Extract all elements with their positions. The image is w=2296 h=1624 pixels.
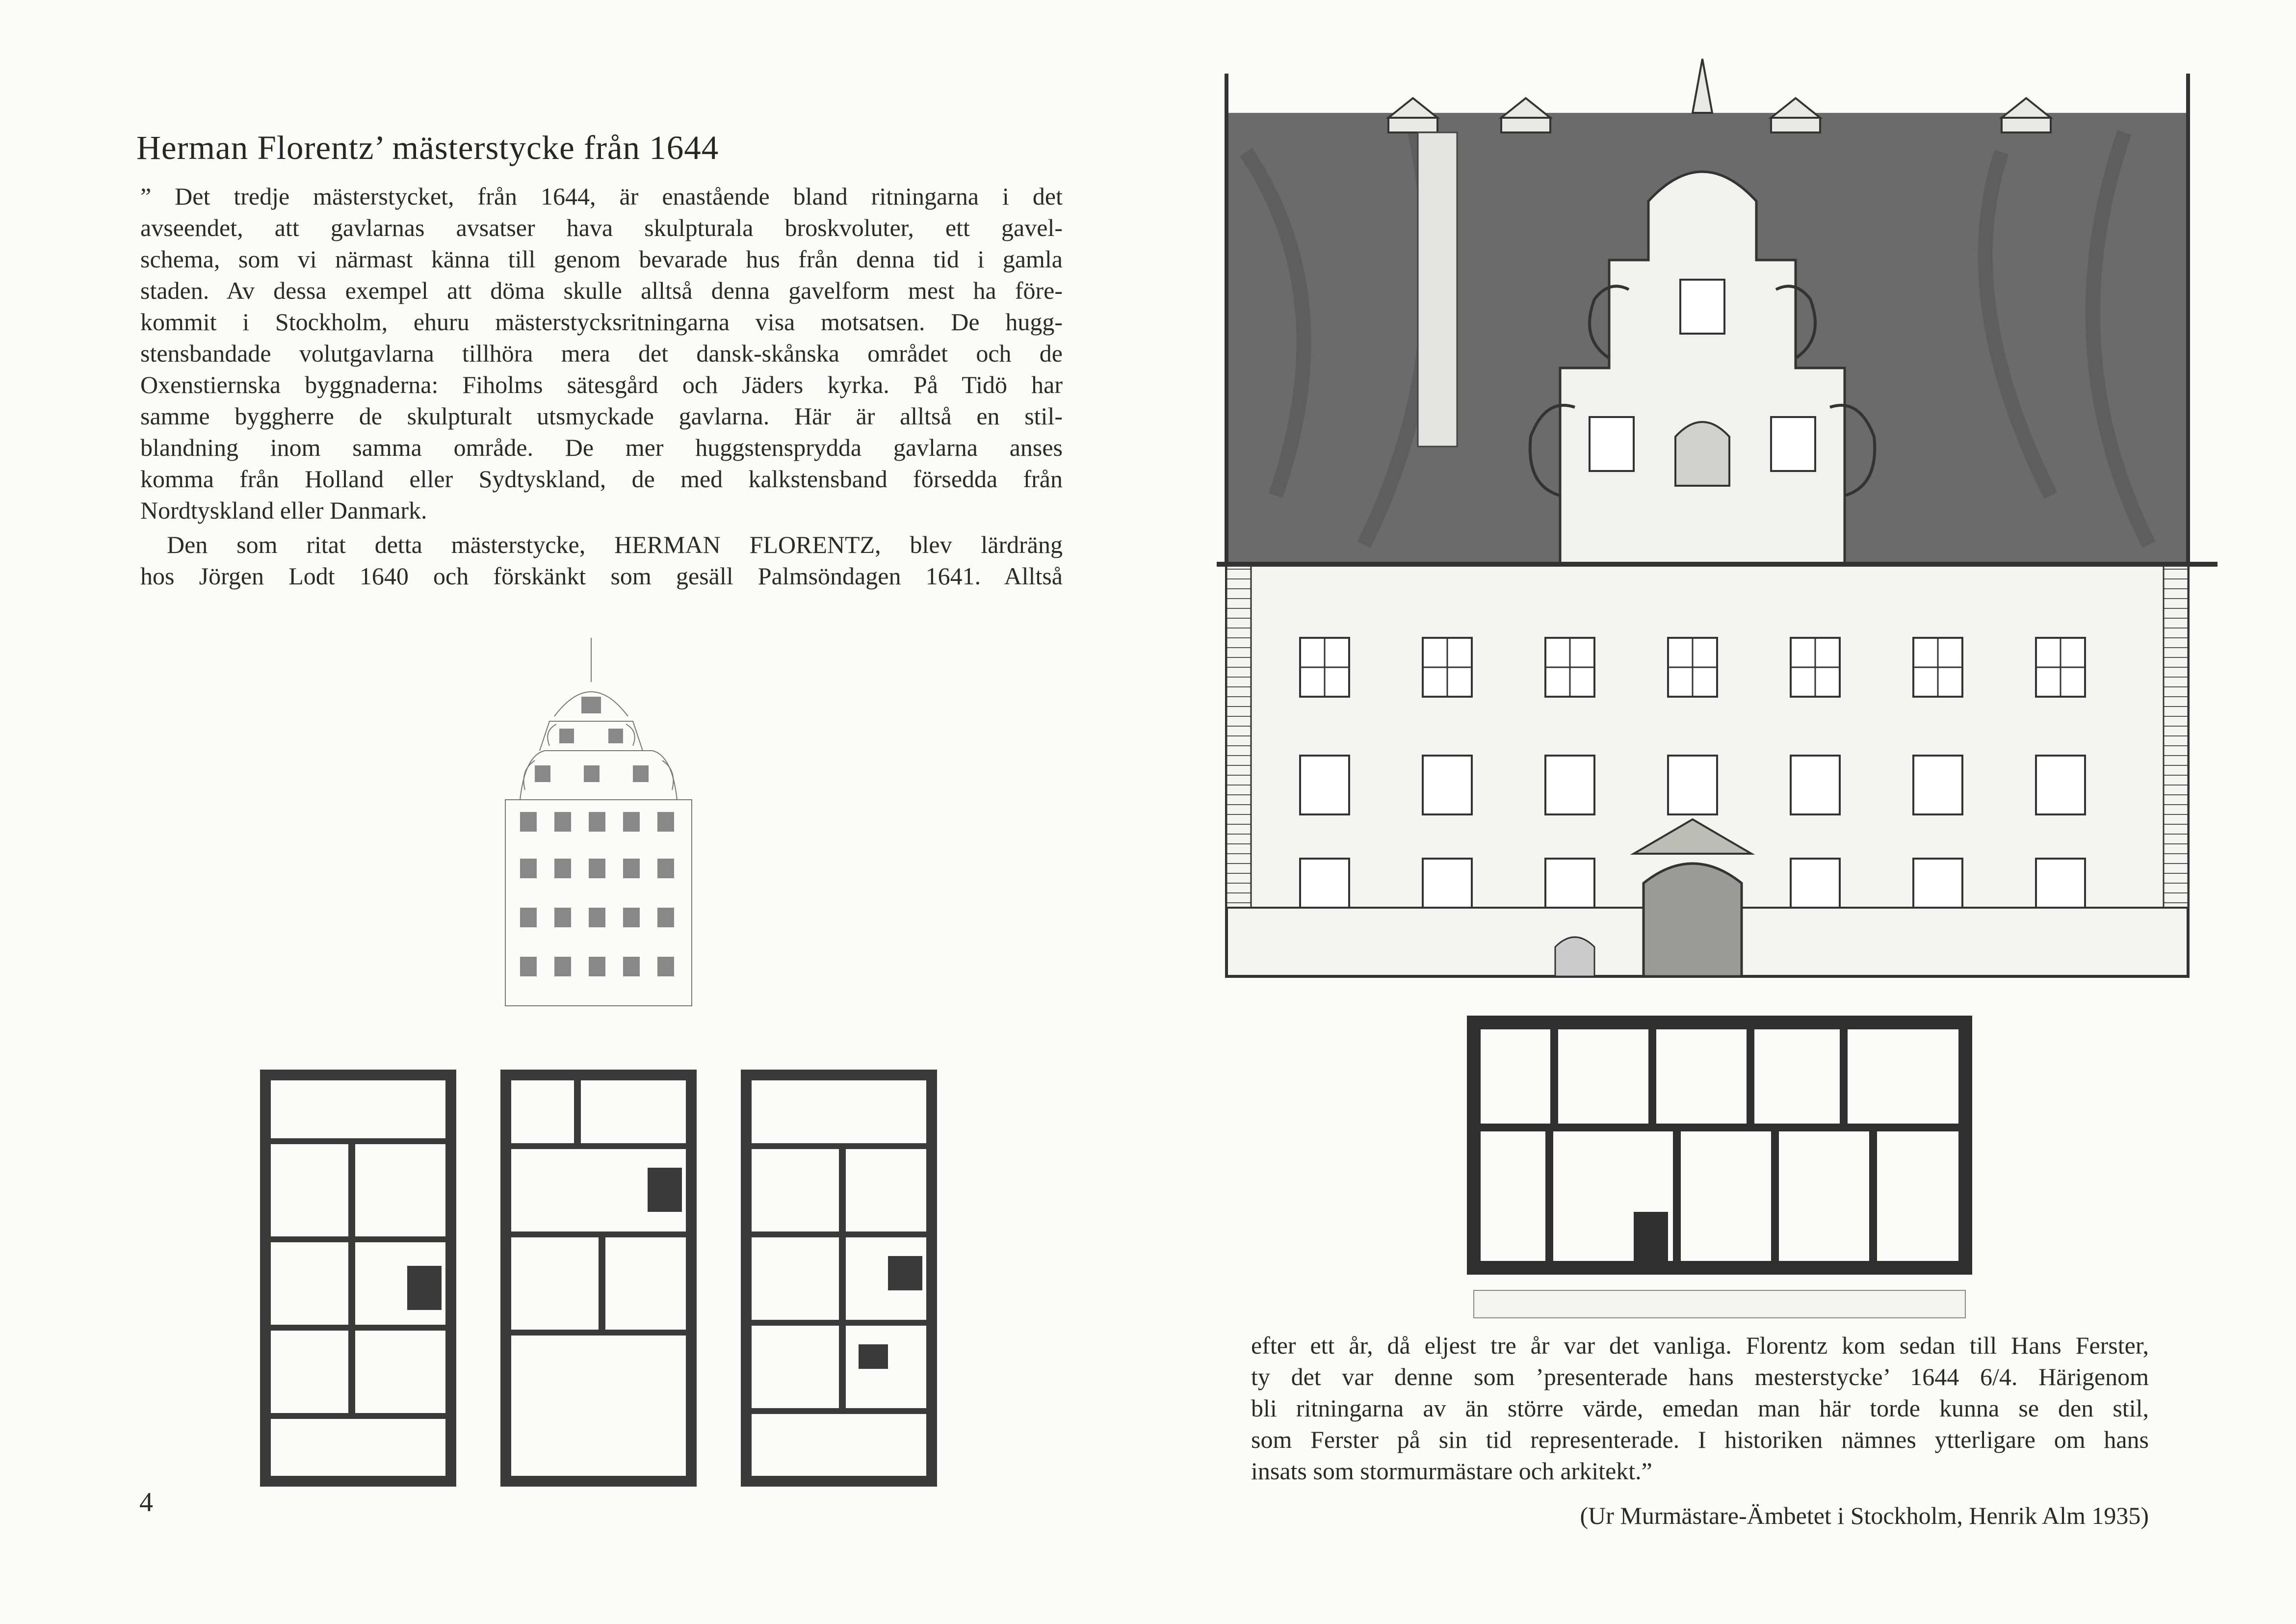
text-line: efter ett år, då eljest tre år var det vanliga. Florentz kom sedan till Hans Ferster, bbox=[1251, 1332, 2149, 1359]
text-line: avseendet, att gavlarnas avsatser hava skulpturala broskvoluter, ett gavel- bbox=[140, 214, 1063, 241]
text-line: ty det var denne som ’presenterade hans mesterstycke’ 1644 6/4. Härigenom bbox=[1251, 1363, 2149, 1390]
text-line: samme byggherre de skulpturalt utsmyckade gavlarna. Här är alltså en stil- bbox=[140, 402, 1063, 430]
floor-plan-small-2 bbox=[500, 1070, 697, 1487]
text-line: stensbandade volutgavlarna tillhöra mera det dansk-skånska området och de bbox=[140, 340, 1063, 367]
text-line: insats som stormurmästare och arkitekt.” bbox=[1251, 1457, 1652, 1485]
text-line: schema, som vi närmast känna till genom bevarade hus från denna tid i gamla bbox=[140, 245, 1063, 273]
text-line: blandning inom samma område. De mer huggstensprydda gavlarna anses bbox=[140, 434, 1063, 461]
text-line: bli ritningarna av än större värde, emedan man här torde kunna se den stil, bbox=[1251, 1394, 2149, 1422]
text-line: komma från Holland eller Sydtyskland, de med kalkstensband försedda från bbox=[140, 465, 1063, 493]
large-facade-drawing bbox=[1217, 54, 2218, 986]
text-line: hos Jörgen Lodt 1640 och förskänkt som gesäll Palmsöndagen 1641. Alltså bbox=[140, 562, 1063, 590]
text-line: ” Det tredje mästerstycket, från 1644, är enastående bland ritningarna i det bbox=[140, 183, 1063, 210]
text-line: kommit i Stockholm, ehuru mästerstycksritningarna visa motsatsen. De hugg- bbox=[140, 308, 1063, 336]
text-line: Den som ritat detta mästerstycke, HERMAN FLORENTZ, blev lärdräng bbox=[167, 531, 1063, 558]
floor-plan-large bbox=[1467, 1016, 1972, 1320]
small-facade-drawing bbox=[491, 623, 706, 1016]
floor-plan-small-3 bbox=[741, 1070, 937, 1487]
text-line: Oxenstiernska byggnaderna: Fiholms sätesgård och Jäders kyrka. På Tidö har bbox=[140, 371, 1063, 398]
page-title: Herman Florentz’ mästerstycke från 1644 bbox=[136, 129, 719, 166]
text-line: Nordtyskland eller Danmark. bbox=[140, 497, 427, 524]
page-number: 4 bbox=[139, 1487, 153, 1518]
text-line: som Ferster på sin tid representerade. I historiken nämnes ytterligare om hans bbox=[1251, 1426, 2149, 1453]
floor-plan-small-1 bbox=[260, 1070, 456, 1487]
source-caption: (Ur Murmästare-Ämbetet i Stockholm, Henrik Alm 1935) bbox=[1580, 1502, 2149, 1529]
text-line: staden. Av dessa exempel att döma skulle alltså denna gavelform mest ha före- bbox=[140, 277, 1063, 304]
